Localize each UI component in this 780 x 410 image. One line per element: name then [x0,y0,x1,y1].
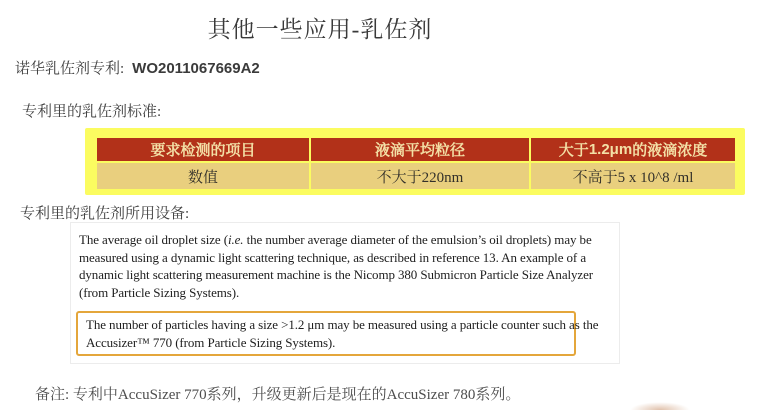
excerpt-line: (from Particle Sizing Systems). [79,284,240,300]
table-header-concentration [531,138,735,161]
table-value-row [97,163,735,189]
excerpt-line: Accusizer™ 770 (from Particle Sizing Systems). [86,334,336,350]
excerpt-line1-post: the number average diameter of the emulsion’s oil droplets) may be [243,232,592,247]
excerpt-line1-em: i.e. [227,232,244,247]
note-text: 备注: 专利中AccuSizer 770系列，升级更新后是现在的AccuSizer 780系列。 [35,387,521,403]
patent-number: WO2011067669A2 [132,60,260,77]
excerpt-line1-pre: The average oil droplet size ( [79,232,228,247]
header-concentration-pre: 大于 [558,143,589,159]
table-value-item: 数值 [97,163,309,189]
patent-label: 诺华乳佐剂专利: [15,61,125,77]
excerpt-line: The number of particles having a size >1.2 μm may be measured using a particle counter such as the [86,317,599,332]
standards-table [97,138,735,189]
excerpt-paragraph-dls [79,231,593,301]
page-title: 其他一些应用-乳佐剂 [207,17,433,42]
table-value-concentration: 不高于5 x 10^8 /ml [531,163,735,189]
excerpt-line: dynamic light scattering measurement machine is the Nicomp 380 Submicron Particle Size Analyzer [79,267,593,282]
header-concentration-post: 的液滴浓度 [632,143,708,159]
section-standard-label: 专利里的乳佐剂标准: [22,104,162,120]
header-concentration-bold: 1.2μm [588,141,633,158]
table-header-size: 液滴平均粒径 [311,138,529,161]
excerpt-line [79,231,592,249]
table-header-item: 要求检测的项目 [97,138,309,161]
accusizer-highlight-box [76,311,599,356]
patent-excerpt [70,222,620,364]
table-value-size: 不大于220nm [311,163,529,189]
highlight-box [85,128,745,195]
patent-line [15,57,260,78]
section-equipment-label: 专利里的乳佐剂所用设备: [20,206,190,222]
table-header-row [97,138,735,161]
excerpt-line: measured using a dynamic light scattering technique, as described in reference 13. An example of a [79,249,586,265]
bottom-logo-fragment [630,402,690,410]
